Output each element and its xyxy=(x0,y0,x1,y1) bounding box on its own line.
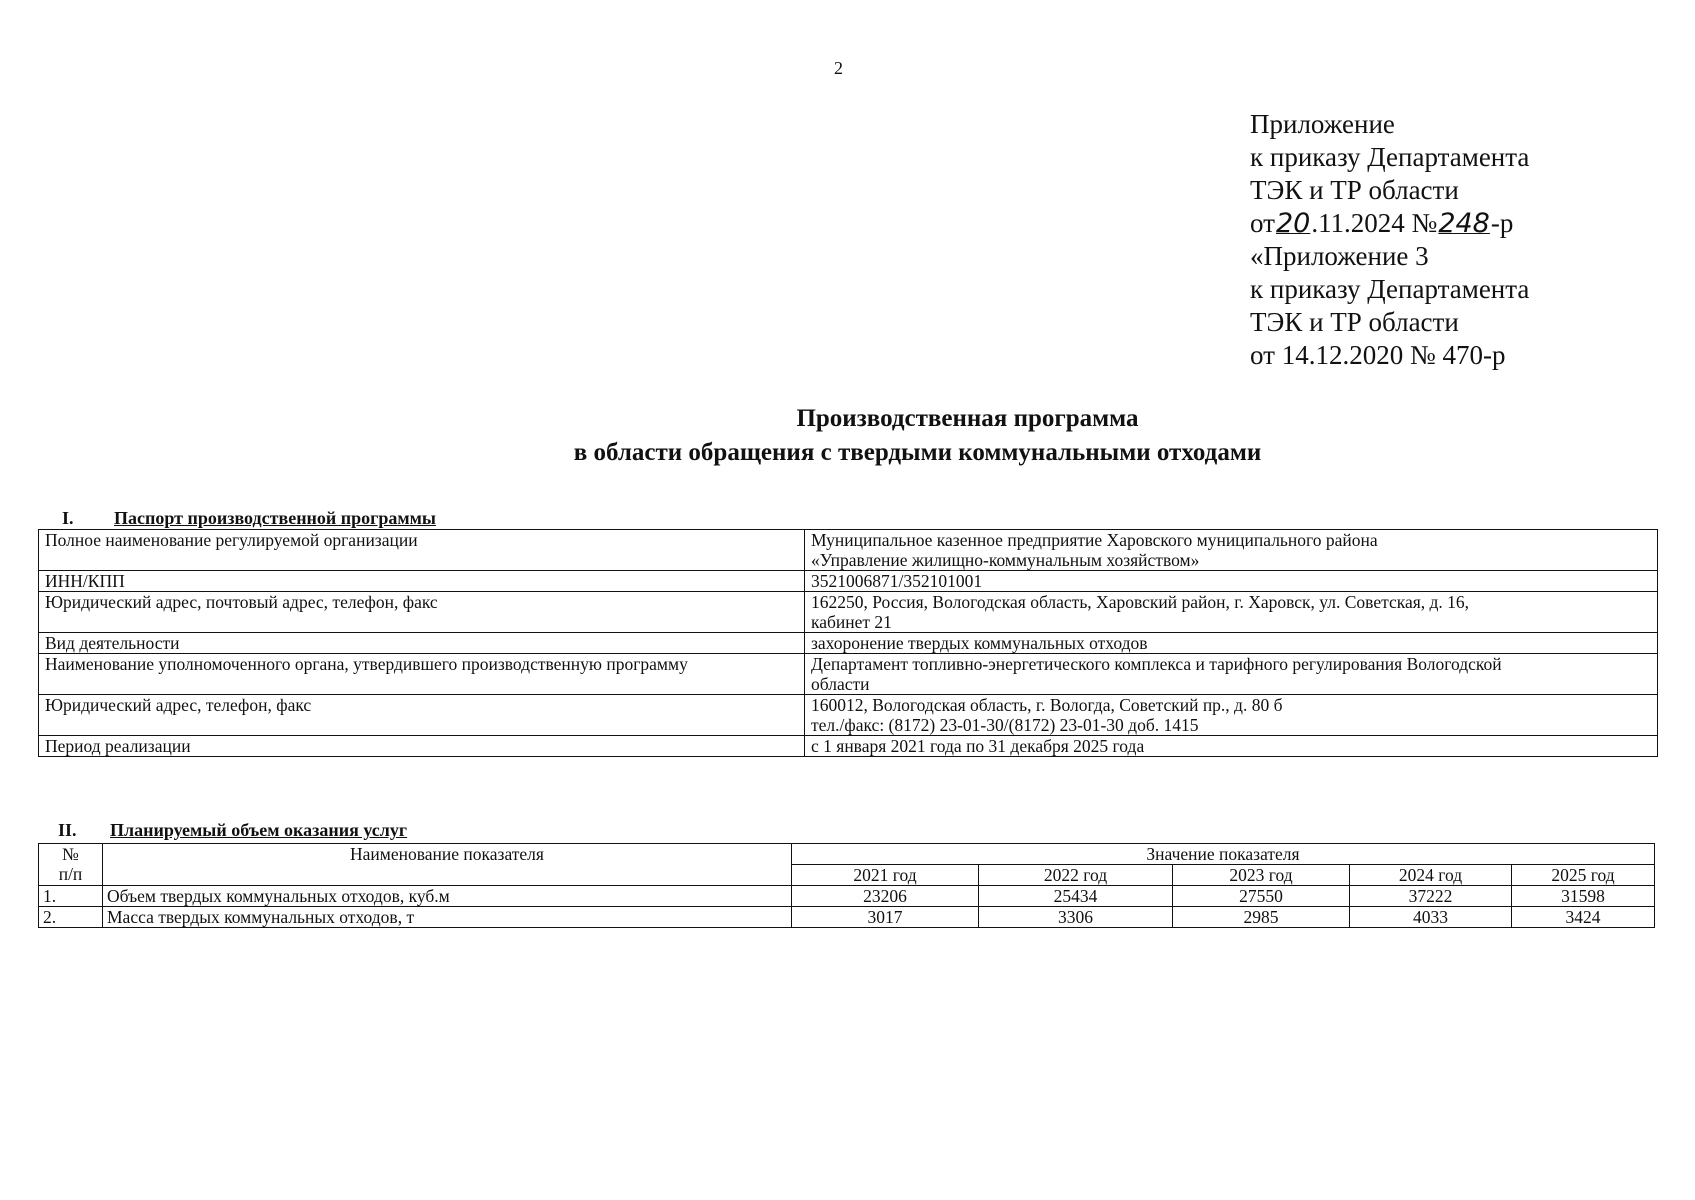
row-value xyxy=(805,633,1658,654)
header-indicator-values: Значение показателя xyxy=(792,844,1655,865)
approval-block xyxy=(1250,108,1529,372)
row-value xyxy=(805,592,1658,633)
row-value: 3306 xyxy=(979,907,1173,928)
table-row xyxy=(39,633,1658,654)
row-name: Масса твердых коммунальных отходов, т xyxy=(103,907,792,928)
value-line: 3521006871/352101001 xyxy=(811,571,983,591)
order-prefix: от xyxy=(1250,208,1275,238)
prev-order-line: ТЭК и ТР области xyxy=(1250,307,1459,337)
header-number xyxy=(39,844,103,886)
table-row xyxy=(39,907,1655,928)
approval-line: к приказу Департамента xyxy=(1250,142,1530,172)
value-line: Департамент топливно-энергетического комплекса и тарифного регулирования Вологодской xyxy=(811,654,1502,674)
row-value: 2985 xyxy=(1173,907,1350,928)
value-line: кабинет 21 xyxy=(811,612,892,632)
document-title xyxy=(0,402,1695,470)
header-year: 2023 год xyxy=(1173,865,1350,886)
header-row xyxy=(39,844,1655,865)
row-label: Юридический адрес, почтовый адрес, телефон, факс xyxy=(39,592,805,633)
approval-line: Приложение xyxy=(1250,109,1395,139)
table-row xyxy=(39,530,1658,571)
row-value: 31598 xyxy=(1512,886,1655,907)
header-year: 2022 год xyxy=(979,865,1173,886)
row-number: 1. xyxy=(39,886,103,907)
section-1-heading xyxy=(62,508,436,528)
row-value: 23206 xyxy=(792,886,979,907)
row-value xyxy=(805,571,1658,592)
header-indicator-name: Наименование показателя xyxy=(103,844,792,886)
handwritten-order-number: 248 xyxy=(1438,208,1490,239)
order-date-line xyxy=(1250,207,1529,240)
value-line: «Управление жилищно-коммунальным хозяйством» xyxy=(811,550,1200,570)
prev-order-line: «Приложение 3 xyxy=(1250,241,1429,271)
value-line: 162250, Россия, Вологодская область, Харовский район, г. Харовск, ул. Советская, д. 16, xyxy=(811,592,1470,612)
row-value: 27550 xyxy=(1173,886,1350,907)
table-row xyxy=(39,736,1658,757)
value-line: с 1 января 2021 года по 31 декабря 2025 года xyxy=(811,736,1145,756)
section-title: Планируемый объем оказания услуг xyxy=(110,820,408,840)
order-suffix: -р xyxy=(1490,208,1514,238)
row-value: 37222 xyxy=(1350,886,1512,907)
row-number: 2. xyxy=(39,907,103,928)
prev-order-line: к приказу Департамента xyxy=(1250,274,1530,304)
row-label: Юридический адрес, телефон, факс xyxy=(39,695,805,736)
section-2-heading xyxy=(58,820,407,840)
row-value xyxy=(805,736,1658,757)
row-label: Наименование уполномоченного органа, утвердившего производственную программу xyxy=(39,654,805,695)
value-line: области xyxy=(811,674,870,694)
row-label: ИНН/КПП xyxy=(39,571,805,592)
handwritten-day: 20 xyxy=(1275,208,1311,239)
row-label: Период реализации xyxy=(39,736,805,757)
header-year: 2025 год xyxy=(1512,865,1655,886)
approval-line: ТЭК и ТР области xyxy=(1250,175,1459,205)
header-number-line: п/п xyxy=(58,864,83,884)
row-value: 3017 xyxy=(792,907,979,928)
prev-order-line: от 14.12.2020 № 470-р xyxy=(1250,340,1506,370)
row-label: Вид деятельности xyxy=(39,633,805,654)
row-name: Объем твердых коммунальных отходов, куб.м xyxy=(103,886,792,907)
table-row xyxy=(39,571,1658,592)
row-value xyxy=(805,530,1658,571)
value-line: Муниципальное казенное предприятие Харовского муниципального района xyxy=(811,530,1378,550)
passport-table xyxy=(38,529,1658,757)
row-value xyxy=(805,654,1658,695)
section-number: I. xyxy=(62,508,74,528)
row-value: 25434 xyxy=(979,886,1173,907)
row-value: 4033 xyxy=(1350,907,1512,928)
table-row xyxy=(39,886,1655,907)
table-row xyxy=(39,695,1658,736)
value-line: 160012, Вологодская область, г. Вологда, Советский пр., д. 80 б xyxy=(811,695,1283,715)
title-line-2: в области обращения с твердыми коммунальными отходами xyxy=(573,439,1262,466)
header-year: 2021 год xyxy=(792,865,979,886)
row-value: 3424 xyxy=(1512,907,1655,928)
table-row xyxy=(39,592,1658,633)
section-number: II. xyxy=(58,820,77,840)
row-value xyxy=(805,695,1658,736)
title-line-1: Производственная программа xyxy=(796,405,1139,432)
value-line: захоронение твердых коммунальных отходов xyxy=(811,633,1148,653)
header-year: 2024 год xyxy=(1350,865,1512,886)
table-row xyxy=(39,654,1658,695)
value-line: тел./факс: (8172) 23-01-30/(8172) 23-01-30 доб. 1415 xyxy=(811,715,1199,735)
services-volume-table xyxy=(38,843,1655,928)
header-number-line: № xyxy=(62,844,79,864)
section-title: Паспорт производственной программы xyxy=(114,508,436,528)
order-date-rest: .11.2024 № xyxy=(1311,208,1438,238)
page-number: 2 xyxy=(834,58,843,78)
row-label: Полное наименование регулируемой организации xyxy=(39,530,805,571)
